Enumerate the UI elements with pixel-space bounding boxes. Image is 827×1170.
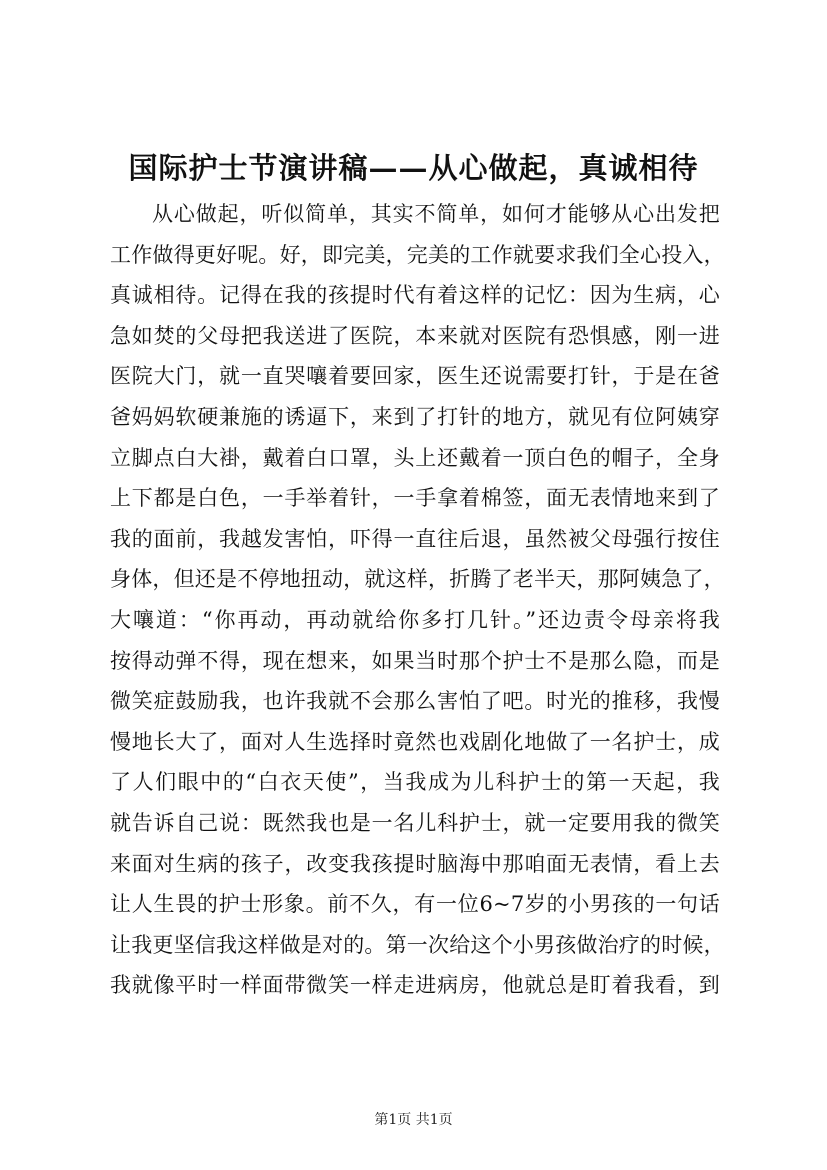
text-line: 从心做起，听似简单，其实不简单，如何才能够从心出发把 <box>152 202 720 226</box>
text-line: 来面对生病的孩子，改变我孩提时脑海中那咱面无表情，看上去 <box>110 851 720 876</box>
text-line: 让我更坚信我这样做是对的。第一次给这个小男孩做治疗的时候， <box>110 932 725 957</box>
text-line: 医院大门，就一直哭嚷着要回家，医生还说需要打针，于是在爸 <box>110 364 720 389</box>
text-line: 上下都是白色，一手举着针，一手拿着棉签，面无表情地来到了 <box>110 486 720 511</box>
text-line: 立脚点白大褂，戴着白口罩，头上还戴着一顶白色的帽子，全身 <box>110 445 720 470</box>
text-line: 按得动弹不得，现在想来，如果当时那个护士不是那么隐，而是 <box>110 648 720 673</box>
text-line: 大嚷道：“你再动，再动就给你多打几针。”还边责令母亲将我 <box>110 607 720 632</box>
text-line: 我就像平时一样面带微笑一样走进病房，他就总是盯着我看，到 <box>110 973 720 998</box>
text-line: 微笑症鼓励我，也许我就不会那么害怕了吧。时光的推移，我慢 <box>110 689 720 714</box>
text-line: 慢地长大了，面对人生选择时竟然也戏剧化地做了一名护士，成 <box>110 729 720 754</box>
page-footer: 第1页 共1页 <box>374 1112 453 1128</box>
text-line: 让人生畏的护士形象。前不久，有一位6~7岁的小男孩的一句话 <box>110 892 720 917</box>
text-line: 急如焚的父母把我送进了医院，本来就对医院有恐惧感，刚一进 <box>110 323 720 348</box>
text-line: 了人们眼中的“白衣天使”，当我成为儿科护士的第一天起，我 <box>110 770 720 795</box>
body-paragraph <box>110 194 725 1006</box>
text-line: 工作做得更好呢。好，即完美，完美的工作就要求我们全心投入， <box>110 242 725 267</box>
document-title: 国际护士节演讲稿——从心做起，真诚相待 <box>128 151 699 185</box>
text-line: 我的面前，我越发害怕，吓得一直往后退，虽然被父母强行按住 <box>110 526 720 551</box>
text-line: 就告诉自己说：既然我也是一名儿科护士，就一定要用我的微笑 <box>110 810 720 835</box>
text-line: 身体，但还是不停地扭动，就这样，折腾了老半天，那阿姨急了， <box>110 567 725 592</box>
text-line: 真诚相待。记得在我的孩提时代有着这样的记忆：因为生病，心 <box>110 283 720 308</box>
text-line: 爸妈妈软硬兼施的诱逼下，来到了打针的地方，就见有位阿姨穿 <box>110 404 720 429</box>
